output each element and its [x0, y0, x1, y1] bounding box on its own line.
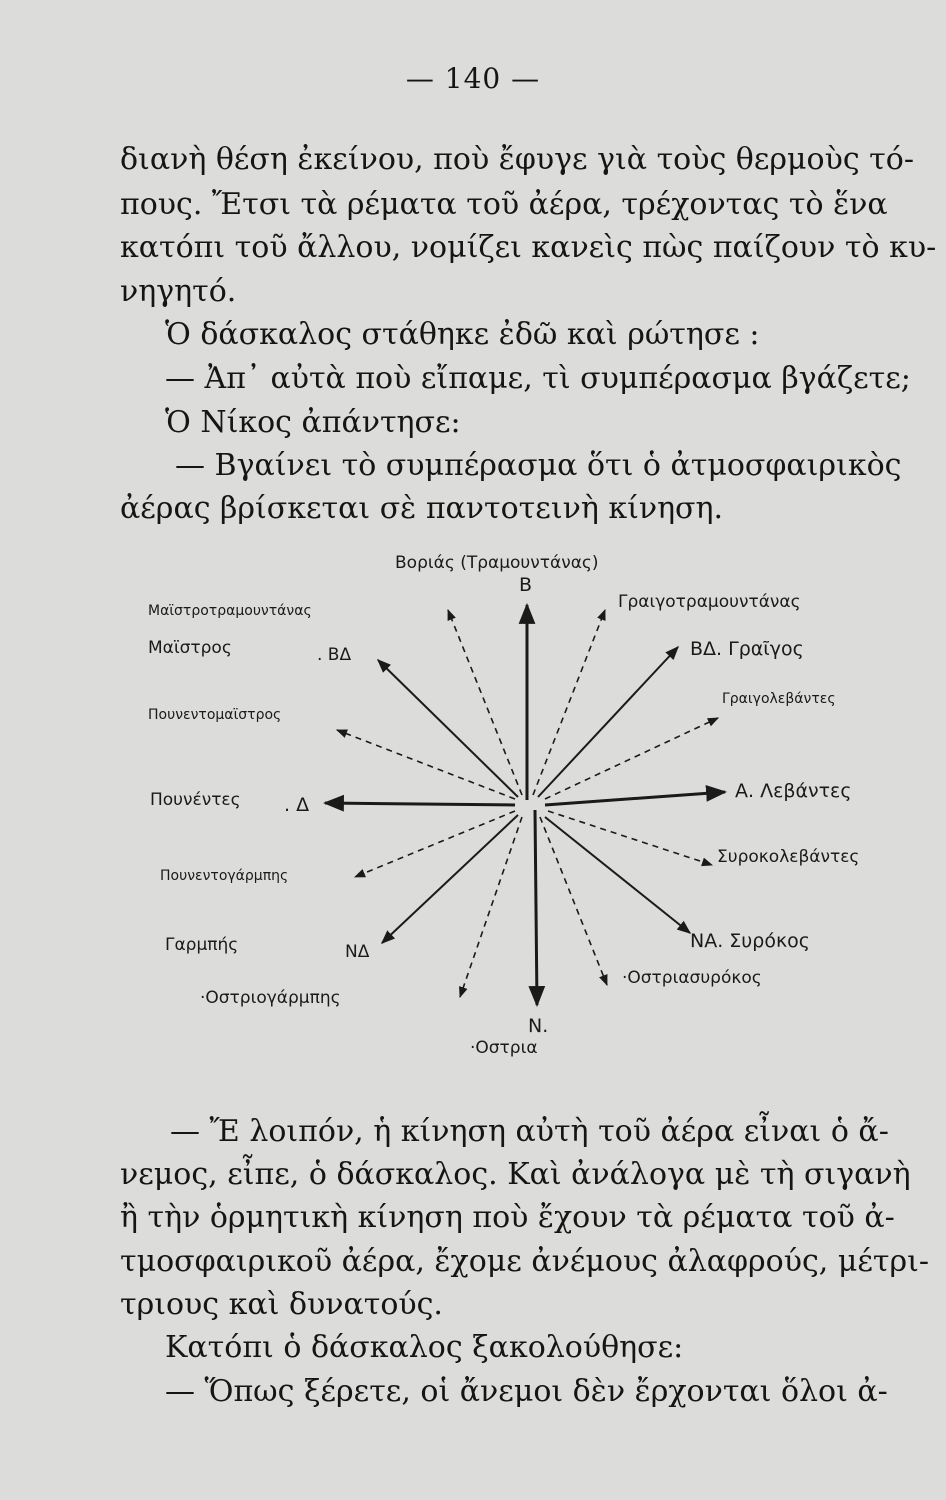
- arrow-east: [545, 792, 725, 805]
- arrow-northeast: [538, 647, 678, 797]
- text-line: ἢ τὴν ὁρμητικὴ κίνηση ποὺ ἔχουν τὰ ρέματα τοῦ ἀ-: [120, 1200, 895, 1235]
- text-line: Ὁ Νίκος ἀπάντησε:: [165, 405, 461, 440]
- arrow-sse: [540, 817, 607, 985]
- text-line: τμοσφαιρικοῦ ἀέρα, ἔχομε ἀνέμους ἀλαφρούς, μέτρι-: [120, 1244, 930, 1279]
- text-line: — Ἀπ᾿ αὐτὰ ποὺ εἴπαμε, τὶ συμπέρασμα βγάζετε;: [165, 361, 911, 396]
- label-pounentes: Πουνέντες: [150, 790, 241, 810]
- label-south-name: ·Οστρια: [470, 1038, 538, 1058]
- label-sirocco-levantes: Συροκολεβάντες: [717, 847, 860, 867]
- label-pounentogarmpis: Πουνεντογάρμπης: [160, 868, 289, 884]
- arrow-west: [325, 803, 515, 805]
- label-west: . Δ: [284, 794, 310, 816]
- label-maistros: Μαϊστρος: [148, 638, 232, 658]
- arrow-nnw: [448, 610, 522, 795]
- text-line: — Ὅπως ξέρετε, οἱ ἄνεμοι δὲν ἔρχονται ὅλοι ἀ-: [165, 1374, 888, 1409]
- arrow-south: [535, 810, 537, 1005]
- text-line: νεμος, εἶπε, ὁ δάσκαλος. Καὶ ἀνάλογα μὲ τὴ σιγανὴ: [120, 1157, 911, 1192]
- text-line: — Ἔ λοιπόν, ἡ κίνηση αὐτὴ τοῦ ἀέρα εἶναι ὁ ἄ-: [170, 1114, 889, 1149]
- text-line: — Βγαίνει τὸ συμπέρασμα ὅτι ὁ ἀτμοσφαιρικὸς: [175, 448, 902, 483]
- arrow-southwest: [382, 815, 518, 943]
- arrow-ssw: [460, 817, 522, 997]
- label-north-name: Βοριάς (Τραμουντάνας): [395, 553, 599, 573]
- text-line: διανὴ θέση ἐκείνου, ποὺ ἔφυγε γιὰ τοὺς θερμοὺς τό-: [120, 142, 914, 177]
- label-ostriosirokos: ·Οστριασυρόκος: [622, 968, 762, 988]
- arrow-southeast: [545, 817, 690, 933]
- label-pounentomaistros: Πουνεντομαϊστρος: [148, 707, 282, 723]
- page-number: — 140 —: [405, 62, 541, 95]
- text-line: Κατόπι ὁ δάσκαλος ξακολούθησε:: [165, 1330, 684, 1365]
- text-line: πους. Ἔτσι τὰ ρέματα τοῦ ἀέρα, τρέχοντας τὸ ἕνα: [120, 187, 888, 222]
- text-line: Ὁ δάσκαλος στάθηκε ἐδῶ καὶ ρώτησε :: [165, 317, 760, 352]
- label-east: Α. Λεβάντες: [735, 780, 852, 802]
- label-south-letter: Ν.: [528, 1015, 549, 1037]
- arrow-nne: [533, 610, 605, 795]
- arrow-ene: [545, 718, 718, 799]
- label-grego-tramountanas: Γραιγοτραμουντάνας: [618, 592, 801, 612]
- text-line: τριους καὶ δυνατούς.: [120, 1287, 443, 1322]
- text-line: ἀέρας βρίσκεται σὲ παντοτεινὴ κίνηση.: [120, 491, 724, 526]
- label-maistrotramountanas: Μαϊστροτραμουντάνας: [148, 603, 312, 619]
- wind-rose-diagram: [0, 535, 946, 1075]
- text-line: νηγητό.: [120, 274, 237, 309]
- label-ostriogarmpis: ·Οστριογάρμπης: [200, 988, 341, 1008]
- arrow-northwest: [378, 660, 518, 797]
- text-line: κατόπι τοῦ ἄλλου, νομίζει κανεὶς πὼς παίζουν τὸ κυ-: [120, 230, 937, 265]
- label-nw: . ΒΔ: [317, 645, 352, 665]
- label-north-letter: Β: [519, 574, 533, 596]
- label-southwest: ΝΔ: [345, 942, 370, 962]
- label-northeast: ΒΔ. Γραῖγος: [690, 638, 804, 660]
- arrow-wsw: [355, 811, 515, 877]
- label-southeast: ΝΑ. Συρόκος: [690, 930, 810, 952]
- label-grego-levantes: Γραιγολεβάντες: [722, 691, 836, 707]
- label-garmpis: Γαρμπής: [165, 935, 239, 955]
- arrow-wnw: [337, 730, 515, 799]
